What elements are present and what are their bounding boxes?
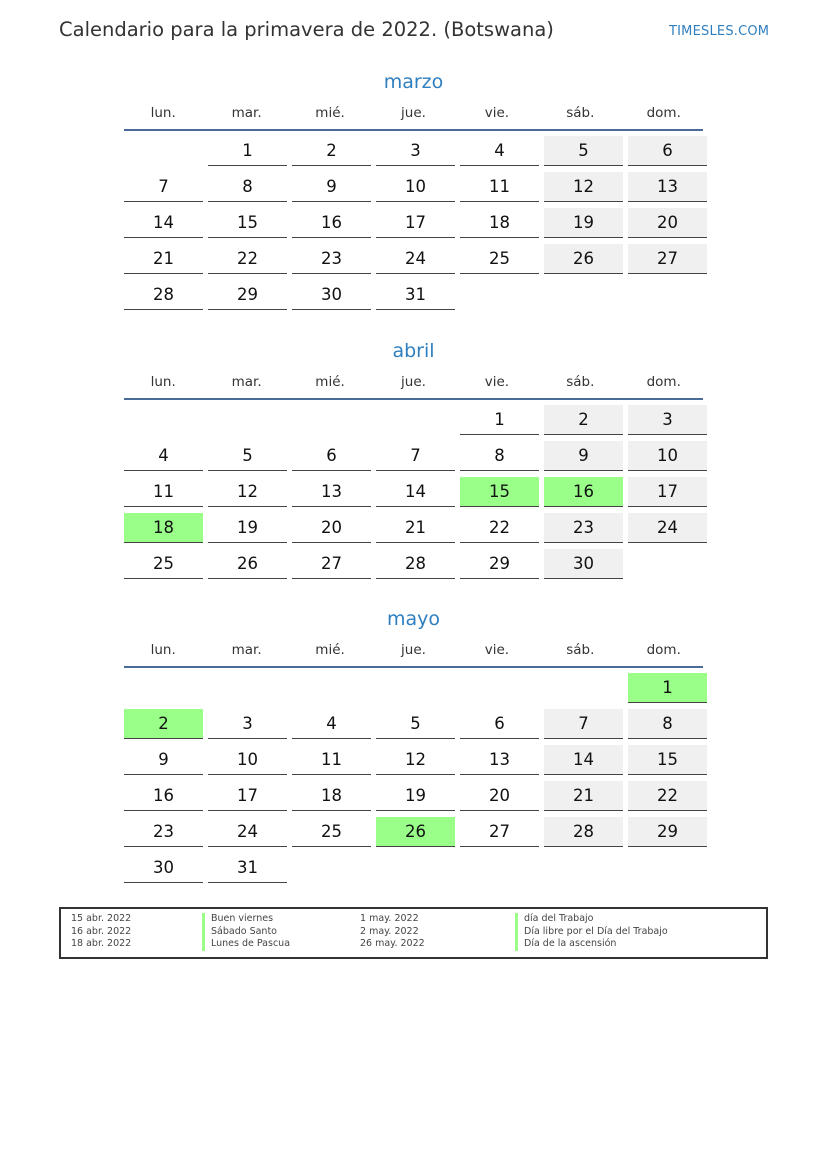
empty-cell — [292, 405, 371, 435]
day-grid — [124, 673, 703, 889]
day-cell: 12 — [376, 745, 455, 775]
day-cell: 2 — [124, 709, 203, 739]
day-cell: 30 — [292, 280, 371, 310]
day-cell: 2 — [544, 405, 623, 435]
legend-date: 1 may. 2022 — [360, 913, 419, 924]
day-cell: 11 — [124, 477, 203, 507]
day-cell: 5 — [376, 709, 455, 739]
day-cell: 11 — [292, 745, 371, 775]
day-cell: 23 — [292, 244, 371, 274]
weekday-label: vie. — [484, 642, 510, 658]
weekday-label: lun. — [150, 642, 176, 658]
weekday-label: mar. — [231, 105, 262, 121]
day-cell: 8 — [208, 172, 287, 202]
day-cell: 24 — [208, 817, 287, 847]
weekday-label: mié. — [315, 642, 345, 658]
legend-names-left — [202, 913, 290, 951]
day-cell: 20 — [628, 208, 707, 238]
day-cell: 13 — [292, 477, 371, 507]
legend-dates-right — [360, 913, 425, 951]
day-cell: 6 — [628, 136, 707, 166]
legend-names-right — [515, 913, 668, 951]
day-cell: 18 — [292, 781, 371, 811]
day-cell: 10 — [628, 441, 707, 471]
day-cell: 14 — [124, 208, 203, 238]
day-cell: 17 — [628, 477, 707, 507]
day-cell: 1 — [208, 136, 287, 166]
weekday-label: jue. — [401, 642, 426, 658]
empty-cell — [628, 853, 707, 883]
day-cell: 15 — [208, 208, 287, 238]
empty-cell — [208, 405, 287, 435]
weekday-label: dom. — [646, 105, 681, 121]
day-cell: 1 — [628, 673, 707, 703]
empty-cell — [544, 853, 623, 883]
day-cell: 14 — [544, 745, 623, 775]
day-cell: 4 — [292, 709, 371, 739]
legend-holiday-name: Sábado Santo — [202, 926, 290, 939]
day-cell: 9 — [544, 441, 623, 471]
day-cell: 22 — [460, 513, 539, 543]
day-cell: 30 — [544, 549, 623, 579]
weekday-header — [124, 639, 703, 661]
day-cell: 31 — [376, 280, 455, 310]
empty-cell — [544, 673, 623, 703]
day-cell: 24 — [376, 244, 455, 274]
empty-cell — [124, 136, 203, 166]
header-divider — [124, 129, 703, 131]
day-grid — [124, 136, 703, 316]
day-cell: 20 — [292, 513, 371, 543]
empty-cell — [292, 673, 371, 703]
legend-holiday-name: Lunes de Pascua — [202, 938, 290, 951]
day-cell: 28 — [544, 817, 623, 847]
day-cell: 19 — [208, 513, 287, 543]
day-cell: 9 — [292, 172, 371, 202]
empty-cell — [460, 673, 539, 703]
weekday-label: mié. — [315, 374, 345, 390]
day-cell: 28 — [124, 280, 203, 310]
day-cell: 3 — [208, 709, 287, 739]
day-cell: 22 — [208, 244, 287, 274]
empty-cell — [460, 853, 539, 883]
weekday-header — [124, 102, 703, 124]
day-cell: 16 — [124, 781, 203, 811]
month-april — [124, 337, 703, 585]
day-cell: 16 — [544, 477, 623, 507]
day-cell: 20 — [460, 781, 539, 811]
empty-cell — [628, 549, 707, 579]
legend-holiday-name: Día libre por el Día del Trabajo — [515, 926, 668, 939]
empty-cell — [124, 405, 203, 435]
day-cell: 14 — [376, 477, 455, 507]
weekday-header — [124, 371, 703, 393]
legend-date: 16 abr. 2022 — [71, 925, 132, 937]
weekday-label: dom. — [646, 374, 681, 390]
day-cell: 5 — [208, 441, 287, 471]
day-cell: 21 — [124, 244, 203, 274]
weekday-label: lun. — [150, 374, 176, 390]
day-cell: 4 — [124, 441, 203, 471]
day-cell: 26 — [208, 549, 287, 579]
day-cell: 10 — [208, 745, 287, 775]
legend-date: 2 may. 2022 — [360, 925, 419, 937]
day-cell: 28 — [376, 549, 455, 579]
site-link[interactable]: TIMESLES.COM — [669, 24, 770, 39]
day-cell: 25 — [124, 549, 203, 579]
day-cell: 13 — [628, 172, 707, 202]
empty-cell — [460, 280, 539, 310]
weekday-label: mar. — [231, 374, 262, 390]
page-title: Calendario para la primavera de 2022. (Botswana) — [59, 18, 554, 41]
day-cell: 23 — [124, 817, 203, 847]
weekday-label: sáb. — [566, 105, 595, 121]
empty-cell — [544, 280, 623, 310]
day-cell: 18 — [460, 208, 539, 238]
day-cell: 17 — [208, 781, 287, 811]
day-cell: 12 — [208, 477, 287, 507]
day-cell: 4 — [460, 136, 539, 166]
weekday-label: vie. — [484, 105, 510, 121]
day-cell: 25 — [460, 244, 539, 274]
day-cell: 27 — [628, 244, 707, 274]
month-name: mayo — [386, 608, 441, 630]
day-cell: 19 — [544, 208, 623, 238]
day-grid — [124, 405, 703, 585]
day-cell: 19 — [376, 781, 455, 811]
legend-dates-left — [71, 913, 131, 951]
day-cell: 13 — [460, 745, 539, 775]
day-cell: 6 — [292, 441, 371, 471]
day-cell: 7 — [544, 709, 623, 739]
empty-cell — [376, 853, 455, 883]
day-cell: 12 — [544, 172, 623, 202]
weekday-label: mar. — [231, 642, 262, 658]
day-cell: 18 — [124, 513, 203, 543]
legend-date: 18 abr. 2022 — [71, 938, 132, 949]
day-cell: 26 — [544, 244, 623, 274]
day-cell: 1 — [460, 405, 539, 435]
legend-date: 26 may. 2022 — [360, 938, 425, 949]
weekday-label: sáb. — [566, 374, 595, 390]
empty-cell — [376, 405, 455, 435]
legend-holiday-name: Buen viernes — [202, 913, 290, 926]
day-cell: 26 — [376, 817, 455, 847]
day-cell: 30 — [124, 853, 203, 883]
day-cell: 27 — [460, 817, 539, 847]
day-cell: 17 — [376, 208, 455, 238]
day-cell: 29 — [460, 549, 539, 579]
legend-date: 15 abr. 2022 — [71, 913, 132, 924]
month-march — [124, 68, 703, 316]
day-cell: 3 — [628, 405, 707, 435]
month-name: abril — [392, 340, 435, 362]
day-cell: 6 — [460, 709, 539, 739]
day-cell: 7 — [124, 172, 203, 202]
day-cell: 5 — [544, 136, 623, 166]
header-divider — [124, 666, 703, 668]
day-cell: 25 — [292, 817, 371, 847]
weekday-label: jue. — [401, 105, 426, 121]
legend-holiday-name: día del Trabajo — [515, 913, 668, 926]
day-cell: 9 — [124, 745, 203, 775]
day-cell: 15 — [628, 745, 707, 775]
day-cell: 7 — [376, 441, 455, 471]
weekday-label: sáb. — [566, 642, 595, 658]
empty-cell — [124, 673, 203, 703]
day-cell: 21 — [376, 513, 455, 543]
day-cell: 15 — [460, 477, 539, 507]
day-cell: 11 — [460, 172, 539, 202]
day-cell: 27 — [292, 549, 371, 579]
weekday-label: vie. — [484, 374, 510, 390]
day-cell: 29 — [208, 280, 287, 310]
day-cell: 31 — [208, 853, 287, 883]
month-name: marzo — [383, 71, 444, 93]
day-cell: 24 — [628, 513, 707, 543]
legend-holiday-name: Día de la ascensión — [515, 938, 668, 951]
day-cell: 22 — [628, 781, 707, 811]
weekday-label: dom. — [646, 642, 681, 658]
weekday-label: jue. — [401, 374, 426, 390]
empty-cell — [376, 673, 455, 703]
day-cell: 21 — [544, 781, 623, 811]
day-cell: 3 — [376, 136, 455, 166]
header-divider — [124, 398, 703, 400]
empty-cell — [628, 280, 707, 310]
weekday-label: mié. — [315, 105, 345, 121]
day-cell: 29 — [628, 817, 707, 847]
holiday-legend — [59, 907, 768, 959]
empty-cell — [292, 853, 371, 883]
day-cell: 8 — [628, 709, 707, 739]
empty-cell — [208, 673, 287, 703]
day-cell: 10 — [376, 172, 455, 202]
day-cell: 8 — [460, 441, 539, 471]
weekday-label: lun. — [150, 105, 176, 121]
day-cell: 2 — [292, 136, 371, 166]
day-cell: 23 — [544, 513, 623, 543]
day-cell: 16 — [292, 208, 371, 238]
month-may — [124, 605, 703, 889]
